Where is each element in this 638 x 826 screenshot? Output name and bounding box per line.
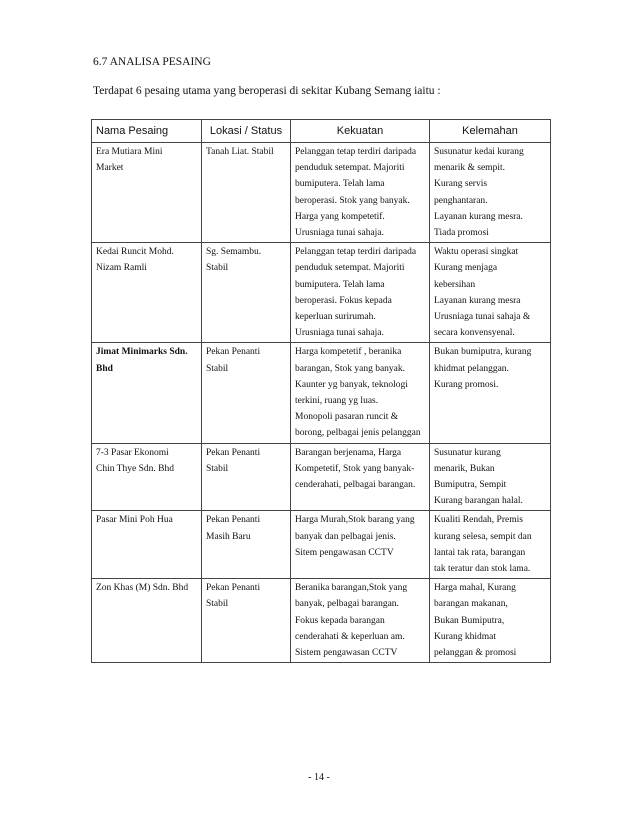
cell-text-line: Barangan berjenama, Harga: [295, 447, 402, 458]
cell-text-line: khidmat pelanggan.: [434, 363, 509, 374]
cell-text-line: beroperasi. Fokus kepada: [295, 295, 392, 306]
cell-kelemahan: [430, 443, 551, 511]
cell-kekuatan: [291, 579, 430, 663]
cell-text-line: Tanah Liat. Stabil: [206, 147, 274, 157]
cell-kelemahan: [430, 243, 551, 343]
cell-lokasi-status: [202, 243, 291, 343]
cell-kelemahan: [430, 143, 551, 243]
cell-text-line: Pasar Mini Poh Hua: [96, 515, 173, 526]
cell-text-line: Susunatur kedai kurang: [434, 147, 524, 157]
cell-text-line: penghantaran.: [434, 195, 488, 206]
intro-paragraph: Terdapat 6 pesaing utama yang beroperasi di sekitar Kubang Semang iaitu :: [93, 85, 441, 97]
cell-text-line: Kurang servis: [434, 179, 488, 190]
cell-nama-pesaing: [92, 511, 202, 579]
cell-text-line: Pekan Penanti: [206, 515, 261, 526]
cell-text-line: pelanggan & promosi: [434, 648, 517, 659]
cell-text-line: banyak dan pelbagai jenis.: [295, 531, 396, 542]
cell-text-line: bumiputera. Telah lama: [295, 279, 385, 290]
cell-text-line: Kedai Runcit Mohd.: [96, 247, 174, 258]
cell-kekuatan: [291, 243, 430, 343]
cell-text-line: Harga kompetetif , beranika: [295, 347, 402, 358]
cell-text-line: Bukan bumiputra, kurang: [434, 347, 532, 358]
cell-text-line: Bhd: [96, 363, 113, 374]
table-row: [92, 243, 551, 343]
cell-text-line: Stabil: [206, 599, 229, 610]
cell-text-line: Waktu operasi singkat: [434, 247, 519, 258]
cell-text-line: banyak, pelbagai barangan.: [295, 599, 399, 610]
header-kelemahan: Kelemahan: [430, 120, 551, 143]
cell-text-line: 7-3 Pasar Ekonomi: [96, 447, 169, 458]
header-kekuatan: Kekuatan: [291, 120, 430, 143]
cell-text-line: Kurang menjaga: [434, 263, 498, 274]
cell-text-line: Layanan kurang mesra.: [434, 211, 523, 222]
cell-text-line: borong, pelbagai jenis pelanggan: [295, 428, 421, 439]
cell-nama-pesaing: [92, 343, 202, 443]
cell-text-line: Era Mutiara Mini: [96, 147, 163, 157]
cell-text-line: barangan makanan,: [434, 599, 508, 610]
cell-text-line: kurang selesa, sempit dan: [434, 531, 532, 542]
header-lokasi-status: Lokasi / Status: [202, 120, 291, 143]
cell-text-line: terkini, ruang yg luas.: [295, 396, 379, 407]
cell-text-line: Layanan kurang mesra: [434, 295, 521, 306]
cell-text-line: Market: [96, 163, 124, 174]
cell-text-line: Susunatur kurang: [434, 447, 501, 458]
cell-text-line: Urusniaga tunai sahaja.: [295, 328, 384, 339]
cell-text-line: cenderahati & keperluan am.: [295, 631, 405, 642]
cell-kekuatan: [291, 511, 430, 579]
cell-text-line: Urusniaga tunai sahaja.: [295, 228, 384, 239]
cell-kelemahan: [430, 579, 551, 663]
cell-text-line: Sg. Semambu.: [206, 247, 262, 258]
cell-text-line: secara konvensyenal.: [434, 328, 515, 339]
cell-kekuatan: [291, 443, 430, 511]
cell-text-line: Kurang promosi.: [434, 379, 499, 390]
cell-lokasi-status: [202, 143, 291, 243]
cell-text-line: menarik, Bukan: [434, 463, 495, 474]
cell-text-line: lantai tak rata, barangan: [434, 547, 526, 558]
cell-kekuatan: [291, 343, 430, 443]
cell-kelemahan: [430, 511, 551, 579]
cell-text-line: keperluan surirumah.: [295, 312, 376, 323]
cell-text-line: penduduk setempat. Majoriti: [295, 263, 405, 274]
table-row: [92, 511, 551, 579]
cell-kelemahan: [430, 343, 551, 443]
cell-text-line: Zon Khas (M) Sdn. Bhd: [96, 583, 189, 594]
cell-text-line: Masih Baru: [206, 531, 251, 542]
cell-lokasi-status: [202, 579, 291, 663]
cell-text-line: Pelanggan tetap terdiri daripada: [295, 147, 417, 157]
table-row: [92, 443, 551, 511]
cell-lokasi-status: [202, 343, 291, 443]
cell-text-line: Chin Thye Sdn. Bhd: [96, 463, 174, 474]
cell-text-line: penduduk setempat. Majoriti: [295, 163, 405, 174]
cell-text-line: Stabil: [206, 263, 229, 274]
competitor-table: [91, 119, 551, 663]
cell-text-line: Nizam Ramli: [96, 263, 147, 274]
cell-text-line: Urusniaga tunai sahaja &: [434, 312, 531, 323]
cell-text-line: Kualiti Rendah, Premis: [434, 515, 523, 526]
cell-text-line: Kurang barangan halal.: [434, 496, 523, 507]
cell-text-line: Beranika barangan,Stok yang: [295, 583, 408, 594]
cell-text-line: Pelanggan tetap terdiri daripada: [295, 247, 417, 258]
cell-text-line: Kompetetif, Stok yang banyak-: [295, 463, 415, 474]
cell-text-line: tak teratur dan stok lama.: [434, 564, 531, 575]
cell-text-line: Pekan Penanti: [206, 447, 261, 458]
section-heading: 6.7 ANALISA PESAING: [93, 56, 211, 68]
cell-text-line: Jimat Minimarks Sdn.: [96, 347, 188, 358]
cell-text-line: Bukan Bumiputra,: [434, 615, 505, 626]
page-number: - 14 -: [308, 772, 330, 783]
cell-text-line: barangan, Stok yang banyak.: [295, 363, 406, 374]
cell-text-line: bumiputera. Telah lama: [295, 179, 385, 190]
cell-lokasi-status: [202, 443, 291, 511]
header-nama-pesaing: Nama Pesaing: [92, 120, 202, 143]
cell-text-line: Harga Murah,Stok barang yang: [295, 515, 415, 526]
cell-text-line: Kurang khidmat: [434, 631, 497, 642]
cell-nama-pesaing: [92, 243, 202, 343]
cell-text-line: beroperasi. Stok yang banyak.: [295, 195, 410, 206]
cell-text-line: Stabil: [206, 463, 229, 474]
cell-kekuatan: [291, 143, 430, 243]
cell-text-line: Pekan Penanti: [206, 347, 261, 358]
cell-text-line: menarik & sempit.: [434, 163, 505, 174]
table-header-row: [92, 120, 551, 143]
table-row: [92, 343, 551, 443]
table-row: [92, 579, 551, 663]
cell-text-line: Bumiputra, Sempit: [434, 480, 507, 491]
cell-text-line: Sitem pengawasan CCTV: [295, 547, 394, 558]
cell-text-line: Tiada promosi: [434, 228, 489, 239]
cell-lokasi-status: [202, 511, 291, 579]
cell-text-line: Pekan Penanti: [206, 583, 261, 594]
cell-nama-pesaing: [92, 443, 202, 511]
cell-text-line: Fokus kepada barangan: [295, 615, 385, 626]
cell-text-line: Harga mahal, Kurang: [434, 583, 516, 594]
cell-text-line: Sistem pengawasan CCTV: [295, 648, 398, 659]
cell-text-line: Kaunter yg banyak, teknologi: [295, 379, 408, 390]
table-row: [92, 143, 551, 243]
cell-text-line: Harga yang kompetetif.: [295, 211, 385, 222]
cell-text-line: kebersihan: [434, 279, 476, 290]
cell-nama-pesaing: [92, 579, 202, 663]
cell-text-line: Monopoli pasaran runcit &: [295, 412, 399, 423]
cell-text-line: cenderahati, pelbagai barangan.: [295, 480, 416, 491]
cell-nama-pesaing: [92, 143, 202, 243]
cell-text-line: Stabil: [206, 363, 229, 374]
